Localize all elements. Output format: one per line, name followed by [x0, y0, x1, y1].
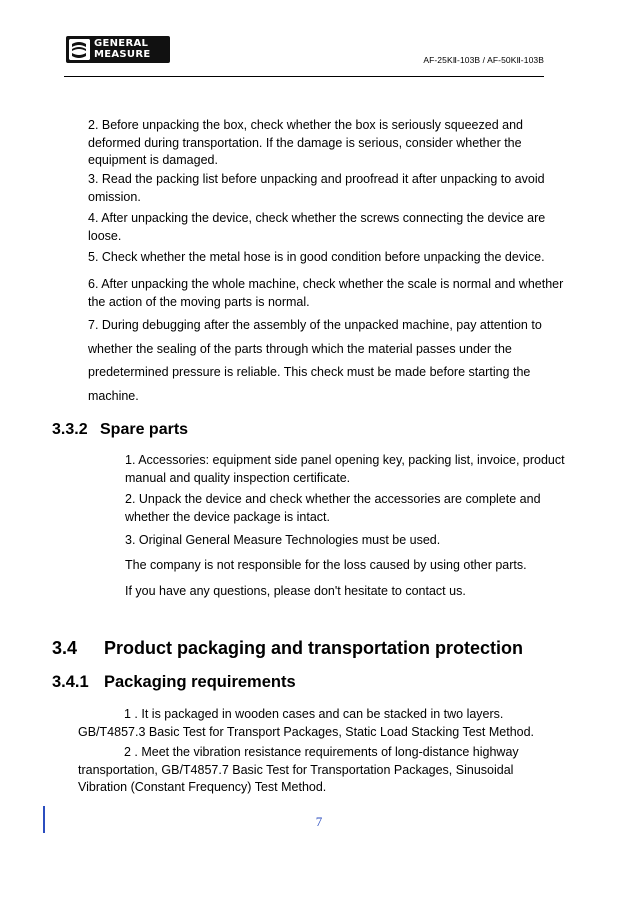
list-item: 2. Unpack the device and check whether the accessories are complete and whether the device package is intact.	[125, 492, 541, 524]
section-title: Packaging requirements	[104, 673, 296, 691]
company-logo	[66, 36, 170, 63]
page-header	[64, 36, 544, 78]
logo-wordmark	[94, 39, 150, 60]
list-item: 7. During debugging after the assembly of the unpacked machine, pay attention to whether the sealing of the parts through which the material passes under the predetermined pressure is reliable. This check must be made before starting the machine.	[88, 318, 542, 403]
list-item: 1 . It is packaged in wooden cases and can be stacked in two layers. GB/T4857.3 Basic Test for Transport Packages, Static Load Stacking Test Method.	[78, 707, 535, 739]
header-divider	[64, 76, 544, 77]
section-number: 3.4.1	[52, 673, 89, 691]
logo-line-1: GENERAL	[94, 38, 149, 49]
section-title: Spare parts	[100, 421, 189, 438]
list-item: 1. Accessories: equipment side panel opening key, packing list, invoice, product manual and quality inspection certificate.	[125, 453, 565, 485]
section-heading-3-4	[52, 638, 523, 659]
model-number: AF-25KⅡ-103B / AF-50KⅡ-103B	[423, 55, 544, 65]
section-number: 3.4	[52, 638, 78, 658]
list-item: The company is not responsible for the loss caused by using other parts.	[125, 558, 527, 572]
list-item: 4. After unpacking the device, check whether the screws connecting the device are loose.	[88, 211, 546, 243]
list-item: 2 . Meet the vibration resistance requirements of long-distance highway transportation, GB/T4857.7 Basic Test for Transportation Packages, Sinusoidal Vibration (Constant Frequency) Test Method.	[78, 745, 519, 794]
list-item: 2. Before unpacking the box, check whether the box is seriously squeezed and deformed during transportation. If the damage is serious, consider whether the equipment is damaged.	[88, 118, 523, 167]
list-item: 3. Read the packing list before unpacking and proofread it after unpacking to avoid omission.	[88, 172, 545, 204]
list-item: 5. Check whether the metal hose is in good condition before unpacking the device.	[88, 250, 545, 264]
page-number: 7	[315, 814, 323, 829]
list-item: 3. Original General Measure Technologies must be used.	[125, 533, 441, 547]
logo-line-2: MEASURE	[94, 48, 151, 60]
list-item: If you have any questions, please don't hesitate to contact us.	[125, 584, 466, 598]
section-number: 3.3.2	[52, 421, 88, 438]
list-item: 6. After unpacking the whole machine, check whether the scale is normal and whether the action of the moving parts is normal.	[88, 277, 564, 309]
logo-emblem-icon	[69, 39, 90, 60]
section-heading-3-3-2	[52, 421, 188, 439]
section-heading-3-4-1	[52, 673, 296, 692]
section-title: Product packaging and transportation protection	[104, 638, 524, 658]
